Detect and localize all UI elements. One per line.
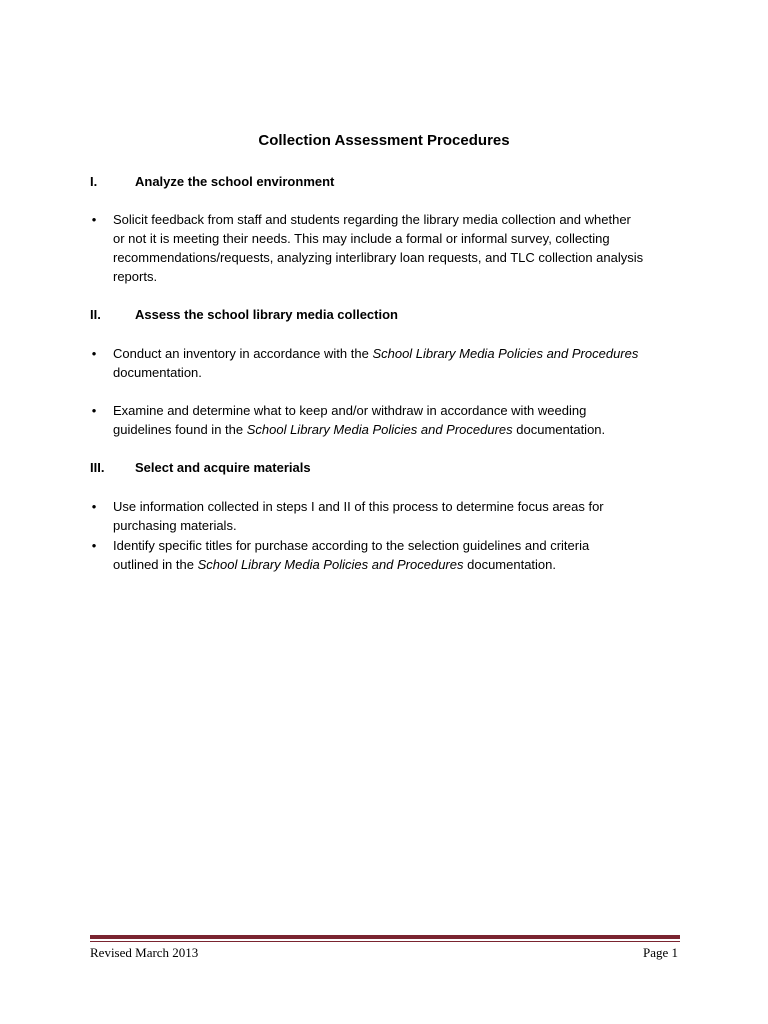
document-title: Collection Assessment Procedures xyxy=(258,132,510,149)
document-reference: School Library Media Policies and Procedures xyxy=(197,557,464,572)
bullet-icon: • xyxy=(91,538,97,553)
bullet-line: documentation. xyxy=(113,365,202,380)
section-numeral: III. xyxy=(90,460,105,475)
bullet-line: Conduct an inventory in accordance with the School Library Media Policies and Procedures xyxy=(113,346,639,361)
bullet-line: outlined in the School Library Media Policies and Procedures documentation. xyxy=(113,557,557,572)
bullet-line: reports. xyxy=(113,269,158,284)
section-numeral: I. xyxy=(90,174,98,189)
bullet-line: purchasing materials. xyxy=(113,518,237,533)
bullet-icon: • xyxy=(91,212,97,227)
section-numeral: II. xyxy=(90,307,101,322)
bullet-icon: • xyxy=(91,346,97,361)
bullet-icon: • xyxy=(91,403,97,418)
bullet-line: Solicit feedback from staff and students regarding the library media collection and whether xyxy=(113,212,631,227)
section-title: Analyze the school environment xyxy=(135,174,335,189)
section-title: Assess the school library media collection xyxy=(135,307,398,322)
bullet-line: recommendations/requests, analyzing interlibrary loan requests, and TLC collection analysis xyxy=(113,250,644,265)
footer-divider-thin xyxy=(90,941,680,942)
bullet-text xyxy=(113,401,688,439)
bullet-text xyxy=(113,536,688,574)
page-number: Page 1 xyxy=(642,945,678,960)
revision-date: Revised March 2013 xyxy=(90,945,199,960)
bullet-line: Identify specific titles for purchase according to the selection guidelines and criteria xyxy=(113,538,590,553)
bullet-text xyxy=(113,344,688,382)
bullet-line: guidelines found in the School Library Media Policies and Procedures documentation. xyxy=(113,422,606,437)
bullet-icon: • xyxy=(91,499,97,514)
bullet-text xyxy=(113,210,688,286)
bullet-line: Use information collected in steps I and II of this process to determine focus areas for xyxy=(113,499,604,514)
bullet-line: Examine and determine what to keep and/or withdraw in accordance with weeding xyxy=(113,403,587,418)
section-title: Select and acquire materials xyxy=(135,460,311,475)
bullet-line: or not it is meeting their needs. This may include a formal or informal survey, collecting xyxy=(113,231,610,246)
document-reference: School Library Media Policies and Procedures xyxy=(372,346,639,361)
bullet-text xyxy=(113,497,688,535)
document-reference: School Library Media Policies and Procedures xyxy=(246,422,513,437)
footer-divider xyxy=(90,935,680,939)
